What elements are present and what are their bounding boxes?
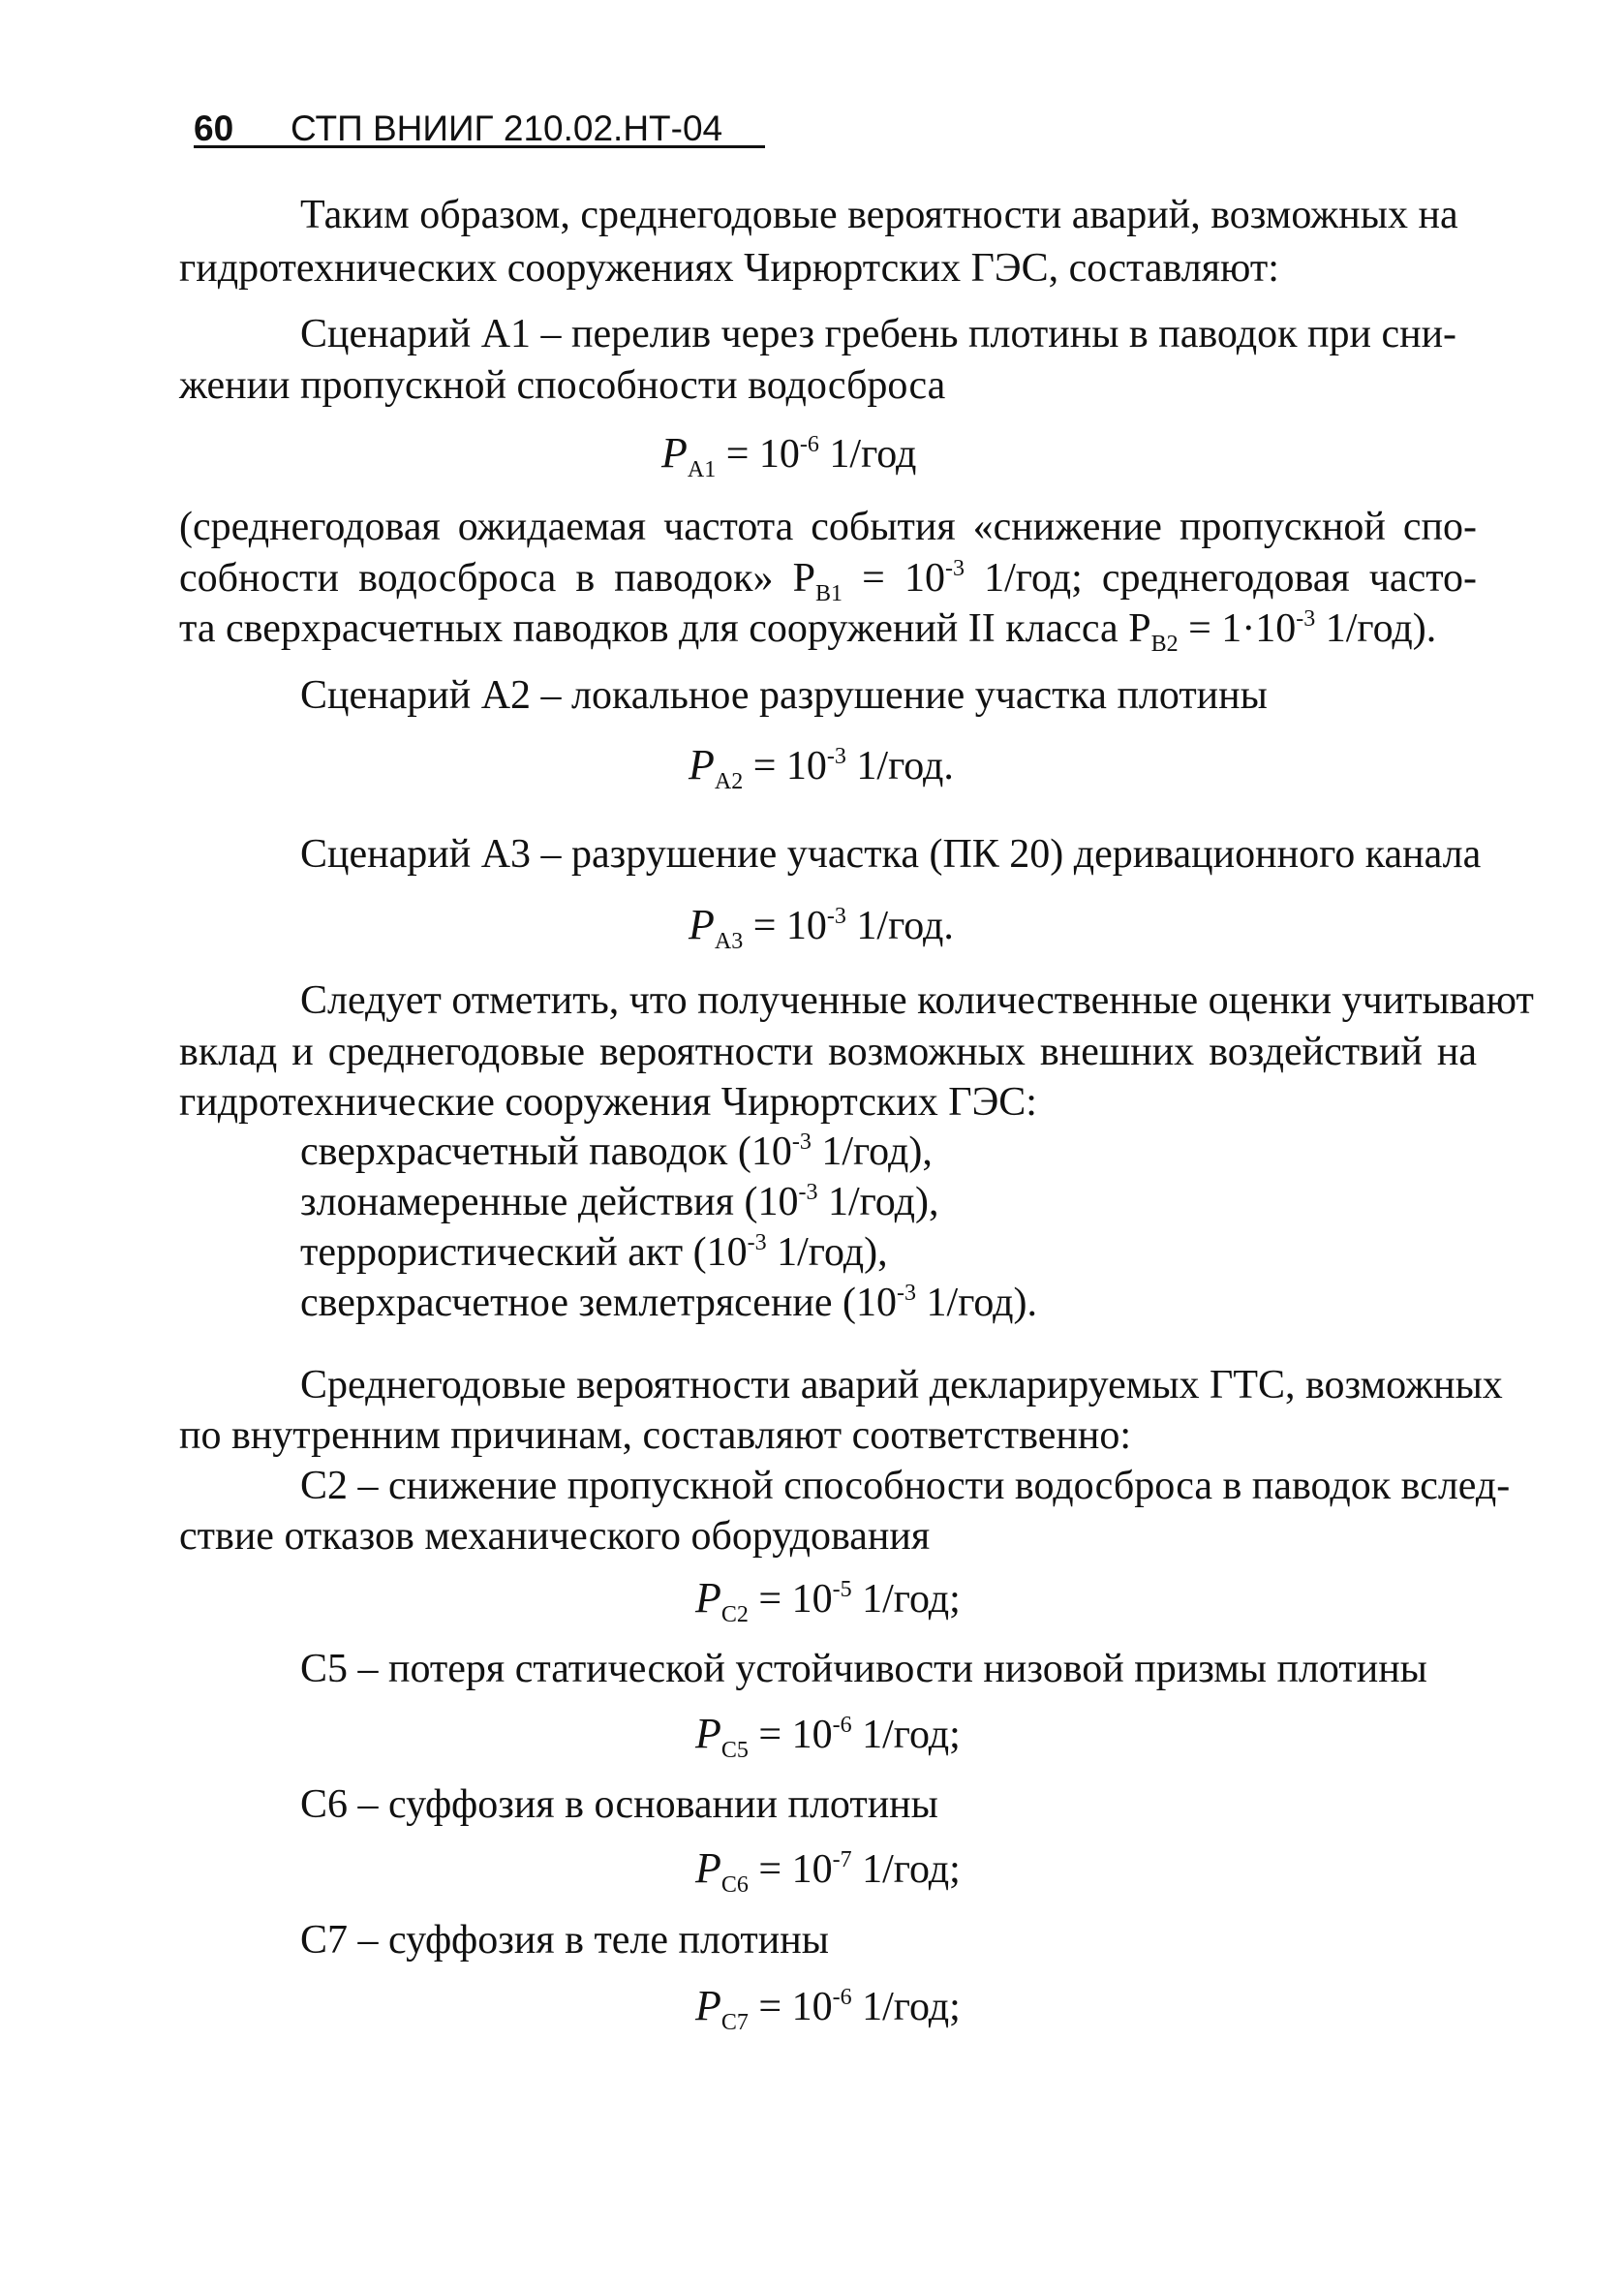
formula-symbol: P bbox=[689, 741, 715, 788]
formula-exponent: -6 bbox=[832, 1713, 852, 1738]
intro-line-2: гидротехнических сооружениях Чирюртских ГЭС, составляют: bbox=[179, 246, 1279, 291]
scenario-a1-line-1: Сценарий А1 – перелив через гребень плотины в паводок при сни- bbox=[300, 312, 1457, 356]
formula-exponent: -6 bbox=[832, 1985, 852, 2010]
a1-note-line-2-text: собности водосброса в паводок» Р bbox=[179, 556, 816, 601]
header-underline bbox=[194, 145, 765, 148]
a1-note-eq-b1: = 10 bbox=[843, 556, 945, 601]
item-unit: 1/год), bbox=[817, 1180, 939, 1224]
internal-line-2: по внутренним причинам, составляют соответственно: bbox=[179, 1413, 1132, 1458]
formula-exponent: -3 bbox=[826, 904, 846, 929]
formula-symbol: P bbox=[695, 1982, 721, 2029]
item-exponent: -3 bbox=[897, 1281, 917, 1306]
formula-a3 bbox=[689, 901, 954, 954]
c6-line: С6 – суффозия в основании плотины bbox=[300, 1782, 938, 1827]
formula-a2 bbox=[689, 741, 954, 794]
scenario-a2-line: Сценарий А2 – локальное разрушение участка плотины bbox=[300, 673, 1268, 718]
formula-unit: 1/год; bbox=[851, 1985, 961, 2029]
item-text: террористический акт (10 bbox=[300, 1230, 748, 1275]
formula-unit: 1/год. bbox=[845, 744, 954, 788]
a1-note-line-3-tail: 1/год). bbox=[1315, 606, 1437, 651]
formula-equals: = 10 bbox=[725, 432, 800, 477]
external-line-2: вклад и среднегодовые вероятности возможных внешних воздействий на bbox=[179, 1030, 1477, 1074]
formula-subscript: С5 bbox=[720, 1738, 749, 1763]
formula-symbol: P bbox=[695, 1574, 721, 1622]
a1-note-line-2-tail: 1/год; среднегодовая часто- bbox=[964, 556, 1477, 601]
formula-equals: = 10 bbox=[752, 904, 827, 948]
c5-line: С5 – потеря статической устойчивости низовой призмы плотины bbox=[300, 1647, 1427, 1691]
formula-unit: 1/год; bbox=[851, 1713, 961, 1757]
formula-subscript: А1 bbox=[687, 457, 717, 482]
formula-equals: = 10 bbox=[758, 1985, 833, 2029]
a1-note-exp-b2: -3 bbox=[1296, 606, 1316, 632]
formula-c2 bbox=[695, 1574, 961, 1627]
external-item bbox=[300, 1228, 888, 1277]
formula-c7 bbox=[695, 1982, 961, 2035]
formula-symbol: P bbox=[661, 429, 688, 477]
a1-note-line-1: (среднегодовая ожидаемая частота события «снижение пропускной спо- bbox=[179, 505, 1477, 549]
formula-exponent: -6 bbox=[799, 432, 819, 457]
formula-equals: = 10 bbox=[758, 1847, 833, 1892]
item-text: злонамеренные действия (10 bbox=[300, 1180, 799, 1224]
formula-a1 bbox=[661, 429, 917, 482]
item-exponent: -3 bbox=[747, 1230, 767, 1255]
item-exponent: -3 bbox=[791, 1129, 812, 1155]
external-item bbox=[300, 1279, 1037, 1327]
formula-exponent: -5 bbox=[832, 1577, 852, 1602]
formula-exponent: -7 bbox=[832, 1847, 852, 1872]
a1-note-exp-b1: -3 bbox=[944, 556, 965, 581]
external-line-3: гидротехнические сооружения Чирюртских ГЭС: bbox=[179, 1080, 1037, 1125]
formula-subscript: С2 bbox=[720, 1602, 749, 1627]
item-text: сверхрасчетный паводок (10 bbox=[300, 1129, 792, 1174]
item-unit: 1/год), bbox=[766, 1230, 888, 1275]
formula-subscript: С6 bbox=[720, 1872, 749, 1898]
formula-c5 bbox=[695, 1710, 961, 1763]
external-line-1: Следует отметить, что полученные количественные оценки учитывают bbox=[300, 978, 1534, 1023]
external-item bbox=[300, 1128, 933, 1176]
formula-symbol: P bbox=[695, 1710, 721, 1757]
item-unit: 1/год), bbox=[811, 1129, 933, 1174]
formula-c6 bbox=[695, 1844, 961, 1898]
formula-unit: 1/год. bbox=[845, 904, 954, 948]
formula-unit: 1/год; bbox=[851, 1577, 961, 1622]
c7-line: С7 – суффозия в теле плотины bbox=[300, 1918, 829, 1963]
page-number: 60 bbox=[194, 108, 234, 148]
formula-subscript: А2 bbox=[714, 769, 744, 794]
formula-equals: = 10 bbox=[752, 744, 827, 788]
external-item bbox=[300, 1178, 938, 1226]
formula-subscript: С7 bbox=[720, 2010, 749, 2035]
formula-symbol: P bbox=[695, 1844, 721, 1892]
item-exponent: -3 bbox=[798, 1180, 818, 1205]
document-code: СТП ВНИИГ 210.02.НТ-04 bbox=[291, 108, 723, 148]
c2-line-2: ствие отказов механического оборудования bbox=[179, 1514, 931, 1559]
formula-equals: = 10 bbox=[758, 1713, 833, 1757]
formula-subscript: А3 bbox=[714, 929, 744, 954]
formula-symbol: P bbox=[689, 901, 715, 948]
internal-line-1: Среднегодовые вероятности аварий декларируемых ГТС, возможных bbox=[300, 1363, 1503, 1407]
a1-note-line-3-text: та сверхрасчетных паводков для сооружений II класса Р bbox=[179, 606, 1151, 651]
formula-unit: 1/год; bbox=[851, 1847, 961, 1892]
formula-exponent: -3 bbox=[826, 744, 846, 769]
intro-line-1: Таким образом, среднегодовые вероятности аварий, возможных на bbox=[300, 193, 1458, 237]
a1-note-sub-b2: В2 bbox=[1150, 632, 1179, 657]
c2-line-1: С2 – снижение пропускной способности водосброса в паводок вслед- bbox=[300, 1464, 1511, 1508]
scenario-a1-line-2: жении пропускной способности водосброса bbox=[179, 363, 946, 408]
formula-equals: = 10 bbox=[758, 1577, 833, 1622]
item-text: сверхрасчетное землетрясение (10 bbox=[300, 1281, 898, 1325]
formula-unit: 1/год bbox=[818, 432, 917, 477]
a1-note-sub-b1: В1 bbox=[815, 581, 843, 606]
a1-note-line-2 bbox=[179, 553, 1477, 604]
a1-note-eq-b2: = 1·10 bbox=[1178, 606, 1297, 651]
a1-note-line-3 bbox=[179, 604, 1437, 657]
item-unit: 1/год). bbox=[916, 1281, 1038, 1325]
scenario-a3-line: Сценарий А3 – разрушение участка (ПК 20) деривационного канала bbox=[300, 832, 1482, 877]
